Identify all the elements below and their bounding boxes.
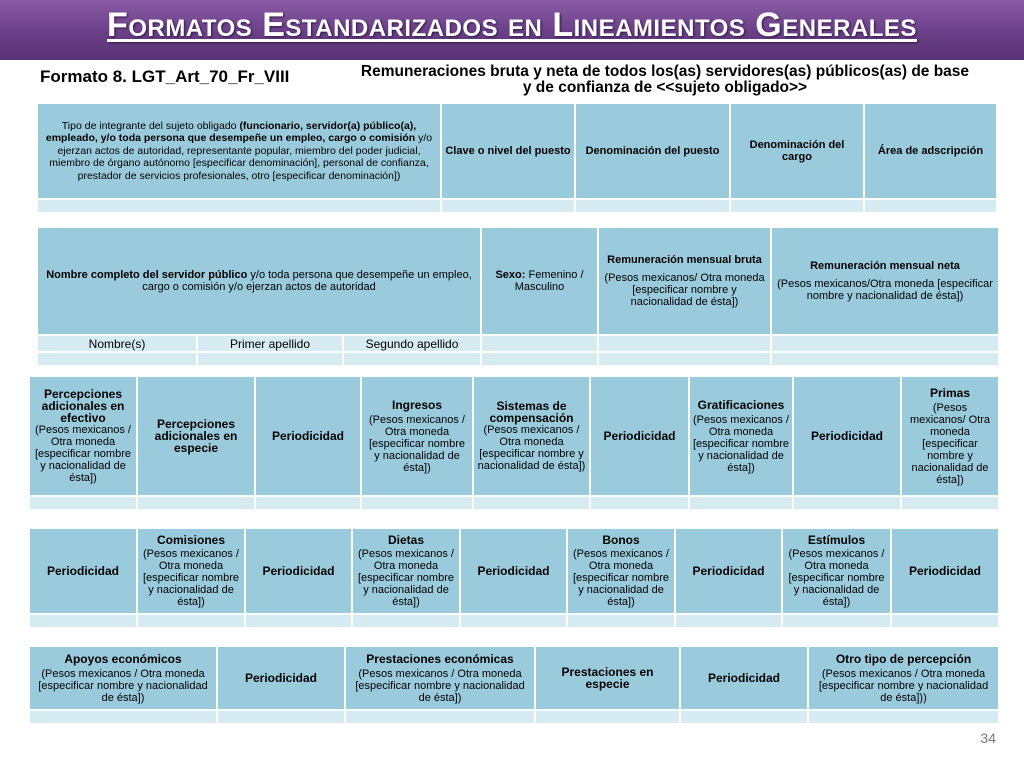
table-percepciones xyxy=(28,375,1000,511)
table-cell xyxy=(343,352,481,366)
table-cell xyxy=(575,199,730,213)
header-percepciones-especie: Percepciones adicionales en especie xyxy=(137,376,255,496)
table-cell xyxy=(675,614,782,628)
header-tipo-integrante: Tipo de integrante del sujeto obligado (funcionario, servidor(a) público(a), empleado, y/o toda persona que desempeñe un empleo, cargo o comisión y/o ejerzan actos de autoridad, representante popular, miembro del poder judicial, miembro de órgano autónomo [especificar denominación], personal de confianza, prestador de servicios profesionales, otro [especificar denominación]) xyxy=(37,103,441,199)
header-periodicidad: Periodicidad xyxy=(255,376,361,496)
header-remuneracion-bruta: Remuneración mensual bruta (Pesos mexicanos/ Otra moneda [especificar nombre y nacionalidad de ésta]) xyxy=(598,227,771,335)
header-nombre-completo: Nombre completo del servidor público y/o toda persona que desempeñe un empleo, cargo o comisión y/o ejerzan actos de autoridad xyxy=(37,227,481,335)
table-cell xyxy=(441,199,575,213)
subheader-primer-apellido: Primer apellido xyxy=(197,335,343,352)
header-periodicidad: Periodicidad xyxy=(793,376,901,496)
table-servidor xyxy=(36,226,1000,367)
header-comisiones: Comisiones (Pesos mexicanos / Otra moneda [especificar nombre y nacionalidad de ésta]) xyxy=(137,528,245,614)
header-area-adscripcion: Área de adscripción xyxy=(864,103,997,199)
header-denominacion-cargo: Denominación del cargo xyxy=(730,103,864,199)
subheader-segundo-apellido: Segundo apellido xyxy=(343,335,481,352)
table-cell xyxy=(217,710,345,724)
table-cell xyxy=(481,352,598,366)
header-otro-tipo-percepcion: Otro tipo de percepción (Pesos mexicanos / Otra moneda [especificar nombre y nacionalidad de ésta])) xyxy=(808,646,999,710)
table-cell xyxy=(590,496,689,510)
table-cell xyxy=(598,352,771,366)
header-periodicidad: Periodicidad xyxy=(680,646,808,710)
header-periodicidad: Periodicidad xyxy=(590,376,689,496)
header-prestaciones-especie: Prestaciones en especie xyxy=(535,646,680,710)
header-periodicidad: Periodicidad xyxy=(460,528,567,614)
table-cell xyxy=(137,614,245,628)
table-cell xyxy=(37,199,441,213)
table-cell xyxy=(197,352,343,366)
table-comisiones xyxy=(28,527,1000,629)
table-cell xyxy=(808,710,999,724)
table-cell xyxy=(245,614,352,628)
header-bonos: Bonos (Pesos mexicanos / Otra moneda [especificar nombre y nacionalidad de ésta]) xyxy=(567,528,675,614)
table-cell xyxy=(460,614,567,628)
header-gratificaciones: Gratificaciones (Pesos mexicanos / Otra moneda [especificar nombre y nacionalidad de ésta]) xyxy=(689,376,793,496)
table-cell xyxy=(481,335,598,352)
table-cell xyxy=(730,199,864,213)
table-puesto xyxy=(36,102,998,214)
table-cell xyxy=(29,496,137,510)
table-cell xyxy=(473,496,590,510)
header-periodicidad: Periodicidad xyxy=(29,528,137,614)
table-cell xyxy=(137,496,255,510)
table-cell xyxy=(37,352,197,366)
table-cell xyxy=(689,496,793,510)
subheader-nombres: Nombre(s) xyxy=(37,335,197,352)
table-cell xyxy=(680,710,808,724)
table-cell xyxy=(598,335,771,352)
table-cell xyxy=(255,496,361,510)
table-cell xyxy=(361,496,473,510)
page-title: Formatos Estandarizados en Lineamientos Generales xyxy=(107,6,917,44)
header-ingresos: Ingresos (Pesos mexicanos / Otra moneda [especificar nombre y nacionalidad de ésta]) xyxy=(361,376,473,496)
header-periodicidad: Periodicidad xyxy=(217,646,345,710)
table-cell xyxy=(567,614,675,628)
table-cell xyxy=(535,710,680,724)
table-cell xyxy=(29,614,137,628)
header-periodicidad: Periodicidad xyxy=(891,528,999,614)
table-cell xyxy=(345,710,535,724)
table-cell xyxy=(782,614,891,628)
header-sistemas-compensacion: Sistemas de compensación (Pesos mexicanos / Otra moneda [especificar nombre y nacionalidad de ésta]) xyxy=(473,376,590,496)
header-estimulos: Estímulos (Pesos mexicanos / Otra moneda [especificar nombre y nacionalidad de ésta]) xyxy=(782,528,891,614)
header-periodicidad: Periodicidad xyxy=(245,528,352,614)
table-cell xyxy=(352,614,460,628)
header-sexo: Sexo: Femenino / Masculino xyxy=(481,227,598,335)
header-periodicidad: Periodicidad xyxy=(675,528,782,614)
table-cell xyxy=(771,335,999,352)
header-primas: Primas (Pesos mexicanos/ Otra moneda [especificar nombre y nacionalidad de ésta]) xyxy=(901,376,999,496)
table-cell xyxy=(29,710,217,724)
table-cell xyxy=(771,352,999,366)
header-percepciones-efectivo: Percepciones adicionales en efectivo (Pesos mexicanos / Otra moneda [especificar nombre y nacionalidad de ésta]) xyxy=(29,376,137,496)
table-cell xyxy=(793,496,901,510)
header-clave-puesto: Clave o nivel del puesto xyxy=(441,103,575,199)
format-subtitle: Remuneraciones bruta y neta de todos los(as) servidores(as) públicos(as) de base y de confianza de <<sujeto obligado>> xyxy=(360,63,970,96)
page-number: 34 xyxy=(980,730,996,746)
table-cell xyxy=(891,614,999,628)
header-denominacion-puesto: Denominación del puesto xyxy=(575,103,730,199)
header-apoyos-economicos: Apoyos económicos (Pesos mexicanos / Otra moneda [especificar nombre y nacionalidad de ésta]) xyxy=(29,646,217,710)
header-remuneracion-neta: Remuneración mensual neta (Pesos mexicanos/Otra moneda [especificar nombre y nacionalidad de ésta]) xyxy=(771,227,999,335)
header-prestaciones-economicas: Prestaciones económicas (Pesos mexicanos / Otra moneda [especificar nombre y nacionalidad de ésta]) xyxy=(345,646,535,710)
header-dietas: Dietas (Pesos mexicanos / Otra moneda [especificar nombre y nacionalidad de ésta]) xyxy=(352,528,460,614)
table-cell xyxy=(864,199,997,213)
table-cell xyxy=(901,496,999,510)
title-banner xyxy=(0,0,1024,60)
formato-label: Formato 8. LGT_Art_70_Fr_VIII xyxy=(40,67,290,86)
table-apoyos xyxy=(28,645,1000,725)
